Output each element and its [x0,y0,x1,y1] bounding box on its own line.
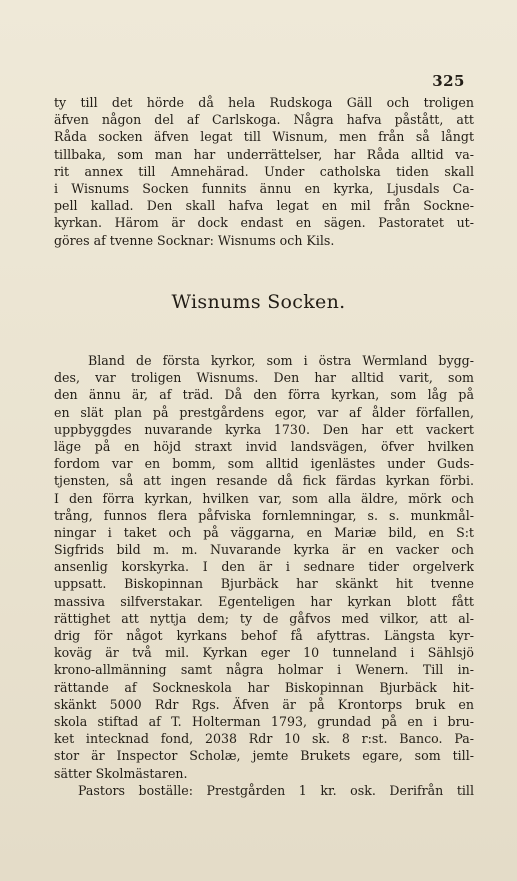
text-line: rättande af Sockneskola har Biskopinnan Bjurbäck hit- [54,679,474,695]
section-heading: Wisnums Socken. [171,291,346,313]
text-line: uppbyggdes nuvarande kyrka 1730. Den har ett vackert [54,421,474,437]
text-line: ket intecknad fond, 2038 Rdr 10 sk. 8 r:st. Banco. Pa- [54,731,474,747]
text-line: ansenlig korskyrka. I den är i sednare tider orgelverk [54,559,474,575]
text-line: rättighet att nyttja dem; ty de gåfvos med vilkor, att al- [54,610,474,626]
text-line: trång, funnos flera påfviska fornlemningar, s. s. munkmål- [54,507,474,523]
text-line: Pastors boställe: Prestgården 1 kr. osk. Derifrån till [78,782,474,798]
text-line: sätter Skolmästaren. [54,765,188,781]
text-line: kyrkan. Härom är dock endast en sägen. Pastoratet ut- [54,215,474,231]
text-line: massiva silfverstakar. Egenteligen har kyrkan blott fått [54,593,474,609]
text-line: des, var troligen Wisnums. Den har alltid varit, som [54,370,474,386]
text-line: krono-allmänning samt några holmar i Wenern. Till in- [54,662,474,678]
main-paragraph [54,352,474,799]
text-line: skänkt 5000 Rdr Rgs. Äfven är på Krontorps bruk en [54,696,474,712]
text-line: en slät plan på prestgårdens egor, var af ålder förfallen, [54,404,474,420]
text-line: göres af tvenne Socknar: Wisnums och Kils. [54,232,335,248]
text-line: ningar i taket och på väggarna, en Mariæ bild, en S:t [54,524,474,540]
text-line: äfven någon del af Carlskoga. Några hafva påstått, att [54,112,474,128]
text-line: pell kallad. Den skall hafva legat en mil från Sockne- [54,198,474,214]
text-line: tillbaka, som man har underrättelser, har Råda alltid va- [54,146,474,162]
text-line: rit annex till Amnehärad. Under catholska tiden skall [54,163,474,179]
text-line: Sigfrids bild m. m. Nuvarande kyrka är en vacker och [54,542,474,558]
text-line: uppsatt. Biskopinnan Bjurbäck har skänkt hit tvenne [54,576,474,592]
text-line: drig för något kyrkans behof få afyttras. Längsta kyr- [54,628,474,643]
text-line: Råda socken äfven legat till Wisnum, men från så långt [54,129,474,145]
text-line: den ännu är, af träd. Då den förra kyrkan, som låg på [54,387,474,403]
text-line: i Wisnums Socken funnits ännu en kyrka, Ljusdals Ca- [54,180,474,196]
text-line: ty till det hörde då hela Rudskoga Gäll och troligen [54,95,474,110]
text-line: fordom var en bomm, som alltid igenlästes under Guds- [54,456,474,472]
text-line: läge på en höjd straxt invid landsvägen, öfver hvilken [54,438,474,454]
top-paragraph [54,94,474,249]
text-line: skola stiftad af T. Holterman 1793, grundad på en i bru- [54,713,474,729]
text-line: tjensten, så att ingen resande då fick färdas kyrkan förbi. [54,473,474,489]
text-line: Bland de första kyrkor, som i östra Wermland bygg- [88,353,474,368]
text-line: I den förra kyrkan, hvilken var, som alla äldre, mörk och [54,490,474,506]
page-number: 325 [432,72,465,90]
text-line: koväg är två mil. Kyrkan eger 10 tunneland i Sählsjö [54,645,474,661]
text-line: stor är Inspector Scholæ, jemte Brukets egare, som till- [54,748,474,764]
